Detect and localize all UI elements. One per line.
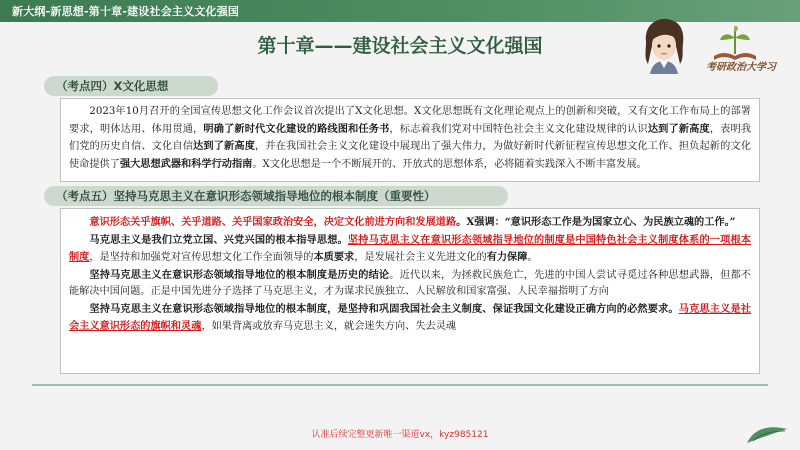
red-emphasis-text: 意识形态关乎旗帜、关乎道路、关乎国家政治安全，决定文化前进方向和发展道路 (89, 216, 457, 228)
text-run: ，表明我们党的历史自信、文化自信 (69, 123, 752, 152)
section-5-paragraph-3 (69, 267, 751, 301)
text-run: 2023年10月召开的全国宣传思想文化工作会议首次提出了X文化思想。X文化思想既有文化理论观点上的创新和突破，又有文化工作布局上的部署要求，明体达用、体用贯通， (69, 106, 751, 135)
section-5-panel (60, 208, 760, 374)
section-heading-5: （考点五）坚持马克思主义在意识形态领域指导地位的根本制度（重要性） (44, 186, 508, 206)
section-5-paragraph-2 (69, 232, 751, 267)
text-run: ，标志着我们党对中国特色社会主义文化建设规律的认识 (389, 123, 648, 135)
footer-divider (32, 384, 768, 386)
red-underlined-text: 马克思主义是社会主义意识形态的旗帜和灵魂 (69, 302, 752, 332)
chapter-title: 第十章——建设社会主义文化强国 (257, 35, 543, 57)
teacher-avatar (640, 16, 688, 74)
breadcrumb: 新大纲-新思想-第十章-建设社会主义文化强国 (12, 5, 240, 18)
text-run: 。近代以来，为拯救民族危亡，先进的中国人尝试寻觅过各种思想武器，但都不能解决中国问题。正是中国先进分子选择了马克思主义，才为谋求民族独立、人民解放和国家富强、人民幸福指明了方向 (69, 269, 751, 297)
section-4-panel (60, 98, 760, 182)
bold-text: 马克思主义是我们立党立国、兴党兴国的根本指导思想。 (89, 233, 348, 246)
section-4-paragraph (69, 104, 751, 173)
bold-text: 。X强调：“意识形态工作是为国家立心、为民族立魂的工作。” (456, 216, 736, 228)
bold-text: 达到了新高度 (647, 122, 710, 135)
bold-text: 强大思想武器和科学行动指南 (119, 157, 253, 170)
bold-text: 本质要求 (313, 251, 355, 263)
section-5-paragraph-4 (69, 301, 751, 336)
text-run: 。X文化思想是一个不断展开的、开放式的思想体系，必将随着实践深入不断丰富发展。 (252, 158, 647, 170)
text-run: 。 (527, 252, 538, 263)
bold-text: 坚持马克思主义在意识形态领域指导地位的根本制度是历史的结论 (89, 268, 390, 281)
text-run: ，如果背离或放弃马克思主义，就会迷失方向、失去灵魂 (201, 321, 457, 332)
text-run: ，是坚持和加强党对宣传思想文化工作全面领导的 (89, 252, 314, 263)
bold-text: 有力保障 (486, 251, 528, 263)
text-run: ，是发展社会主义先进文化的 (354, 252, 487, 263)
text-run: ，并在我国社会主义文化建设中展现出了强大伟力，为做好新时代新征程宣传思想文化工作、担负起新的文化使命提供了 (69, 141, 752, 170)
watermark-text: 认准后续完整更新唯一渠道vx，kyz985121 (311, 430, 489, 440)
bold-text: 达到了新高度 (193, 140, 256, 152)
logo-text: 考研政治大学习 (706, 62, 776, 73)
leaf-decoration (745, 423, 789, 445)
section-heading-4: （考点四）X文化思想 (44, 76, 218, 96)
section-5-paragraph-1 (69, 214, 751, 232)
bold-text: 明确了新时代文化建设的路线图和任务书 (203, 122, 390, 135)
bold-text: 坚持马克思主义在意识形态领域指导地位的根本制度，是坚持和巩固我国社会主义制度、保证我国文化建设正确方向的必然要求。 (89, 302, 679, 315)
red-underlined-text: 坚持马克思主义在意识形态领域指导地位的制度是中国特色社会主义制度体系的一项根本制度 (69, 233, 751, 263)
